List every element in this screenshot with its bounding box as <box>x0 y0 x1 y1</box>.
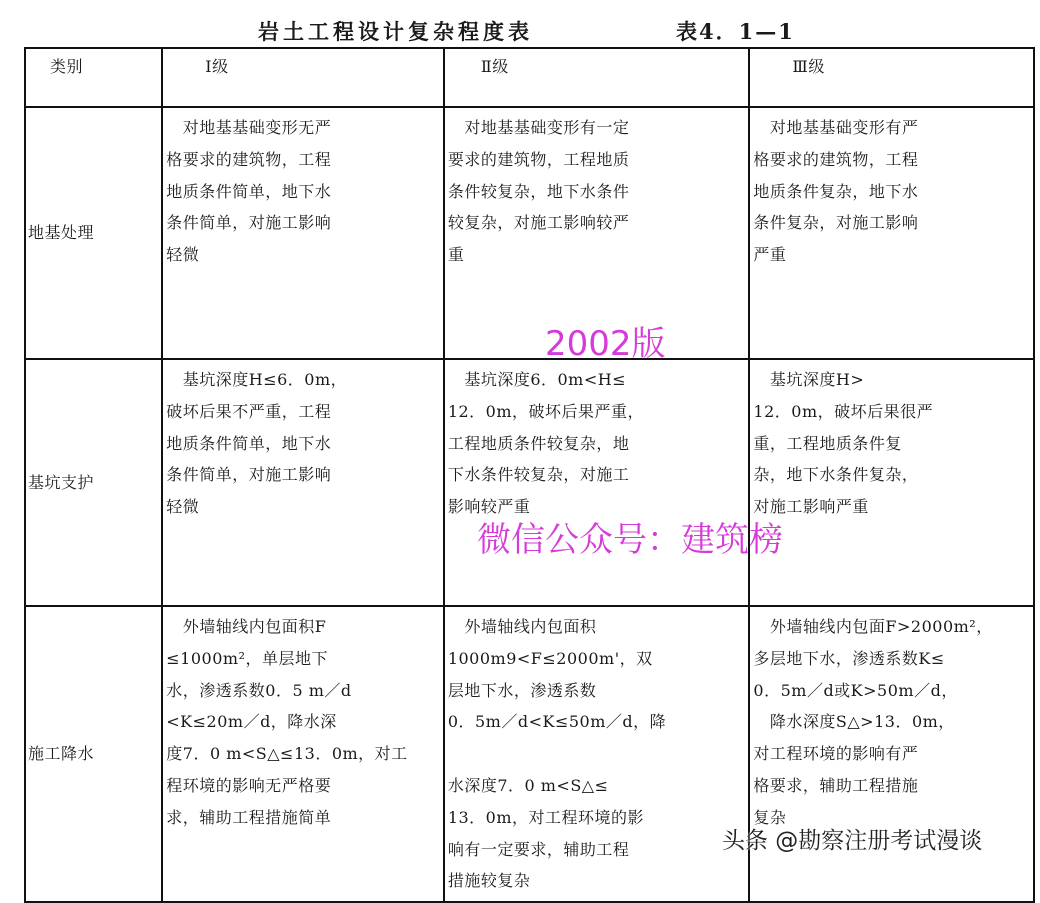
title-bar <box>0 16 1040 48</box>
criteria-line: 地质条件简单，地下水 <box>166 433 332 453</box>
criteria-line: 格要求的建筑物，工程 <box>166 149 332 169</box>
criteria-line: 措施较复杂 <box>447 871 531 891</box>
criteria-line: 外墙轴线内包面积F <box>166 617 327 636</box>
criteria-line: 条件简单，对施工影响 <box>166 213 332 233</box>
table-row <box>25 107 1034 359</box>
criteria-line: 基坑深度H≤6．0m， <box>166 370 348 389</box>
criteria-line: 条件复杂，对施工影响 <box>753 213 919 233</box>
level-2-criteria <box>444 606 750 902</box>
header-category: 类别 <box>25 48 162 107</box>
criteria-line: 杂，地下水条件复杂， <box>753 465 919 485</box>
criteria-line: 影响较严重 <box>447 497 531 517</box>
criteria-line: 12．0m，破坏后果严重， <box>447 401 645 421</box>
level-2-criteria <box>444 107 750 359</box>
criteria-line: 较复杂，对施工影响较严 <box>447 213 630 233</box>
criteria-line: 要求的建筑物，工程地质 <box>447 149 630 169</box>
level-3-criteria <box>749 359 1034 606</box>
complexity-table <box>24 47 1035 903</box>
criteria-line: 水，渗透系数0．5 m／d <box>166 680 352 700</box>
criteria-line: 地质条件简单，地下水 <box>166 181 332 201</box>
wechat-watermark: 微信公众号：建筑榜 <box>477 520 783 560</box>
document-title: 岩土工程设计复杂程度表 <box>258 19 533 44</box>
level-1-criteria <box>162 606 444 902</box>
criteria-line: 水深度7．0 m<S△≤ <box>447 775 609 795</box>
criteria-line: 对工程环境的影响有严 <box>753 744 919 764</box>
table-row <box>25 359 1034 606</box>
criteria-line: 重 <box>447 245 465 265</box>
header-level-1: Ⅰ级 <box>162 48 444 107</box>
criteria-line: 响有一定要求，辅助工程 <box>447 839 630 859</box>
criteria-line: 对地基基础变形有严 <box>753 118 919 137</box>
table-number: 表4．1—1 <box>676 19 795 44</box>
table-header-row <box>25 48 1034 107</box>
criteria-line: 13．0m，对工程环境的影 <box>447 807 645 827</box>
criteria-line: 对地基基础变形无严 <box>166 118 332 137</box>
criteria-line: 多层地下水，渗透系数K≤ <box>753 648 945 668</box>
level-1-criteria <box>162 359 444 606</box>
header-level-3: Ⅲ级 <box>749 48 1034 107</box>
criteria-line: 外墙轴线内包面F>2000m²， <box>753 617 993 636</box>
criteria-line: 度7．0 m<S△≤13．0m，对工 <box>166 744 408 764</box>
criteria-line: 格要求，辅助工程措施 <box>753 775 919 795</box>
criteria-line: 对施工影响严重 <box>753 497 869 517</box>
level-2-criteria <box>444 359 750 606</box>
criteria-line: 层地下水，渗透系数 <box>447 680 597 700</box>
criteria-line: 程环境的影响无严格要 <box>166 775 332 795</box>
criteria-line: 0．5m／d或K>50m／d， <box>753 680 958 700</box>
table-row <box>25 606 1034 902</box>
criteria-line: ≤1000m²，单层地下 <box>166 648 328 668</box>
criteria-line: 轻微 <box>166 497 200 517</box>
criteria-line: 复杂 <box>753 807 787 827</box>
criteria-line: 降水深度S△>13．0m， <box>753 712 955 732</box>
source-watermark: 头条 @勘察注册考试漫谈 <box>722 828 983 854</box>
level-3-criteria <box>749 107 1034 359</box>
criteria-line: 格要求的建筑物，工程 <box>753 149 919 169</box>
category-label: 基坑支护 <box>25 359 162 606</box>
criteria-line: 1000m9<F≤2000m'，双 <box>447 648 653 668</box>
category-label: 施工降水 <box>25 606 162 902</box>
level-3-criteria <box>749 606 1034 902</box>
criteria-line: 下水条件较复杂，对施工 <box>447 465 630 485</box>
category-label: 地基处理 <box>25 107 162 359</box>
level-1-criteria <box>162 107 444 359</box>
criteria-line: 基坑深度H> <box>753 370 865 389</box>
criteria-line: 条件较复杂，地下水条件 <box>447 181 630 201</box>
criteria-line: 地质条件复杂，地下水 <box>753 181 919 201</box>
criteria-line: 工程地质条件较复杂，地 <box>447 433 630 453</box>
criteria-line: 对地基基础变形有一定 <box>447 118 630 137</box>
criteria-line: 外墙轴线内包面积 <box>447 617 597 636</box>
criteria-line: 0．5m／d<K≤50m／d，降 <box>447 712 667 732</box>
criteria-line: 求，辅助工程措施简单 <box>166 807 332 827</box>
criteria-line: 重，工程地质条件复 <box>753 433 902 453</box>
edition-watermark: 2002版 <box>545 324 666 364</box>
criteria-line: 12．0m，破坏后果很严 <box>753 401 934 421</box>
criteria-line <box>448 738 745 770</box>
criteria-line: <K≤20m／d，降水深 <box>166 712 337 732</box>
criteria-line: 破坏后果不严重，工程 <box>166 401 332 421</box>
criteria-line: 严重 <box>753 245 787 265</box>
criteria-line: 条件简单，对施工影响 <box>166 465 332 485</box>
criteria-line: 轻微 <box>166 245 200 265</box>
criteria-line: 基坑深度6．0m<H≤ <box>447 370 627 389</box>
header-level-2: Ⅱ级 <box>444 48 750 107</box>
